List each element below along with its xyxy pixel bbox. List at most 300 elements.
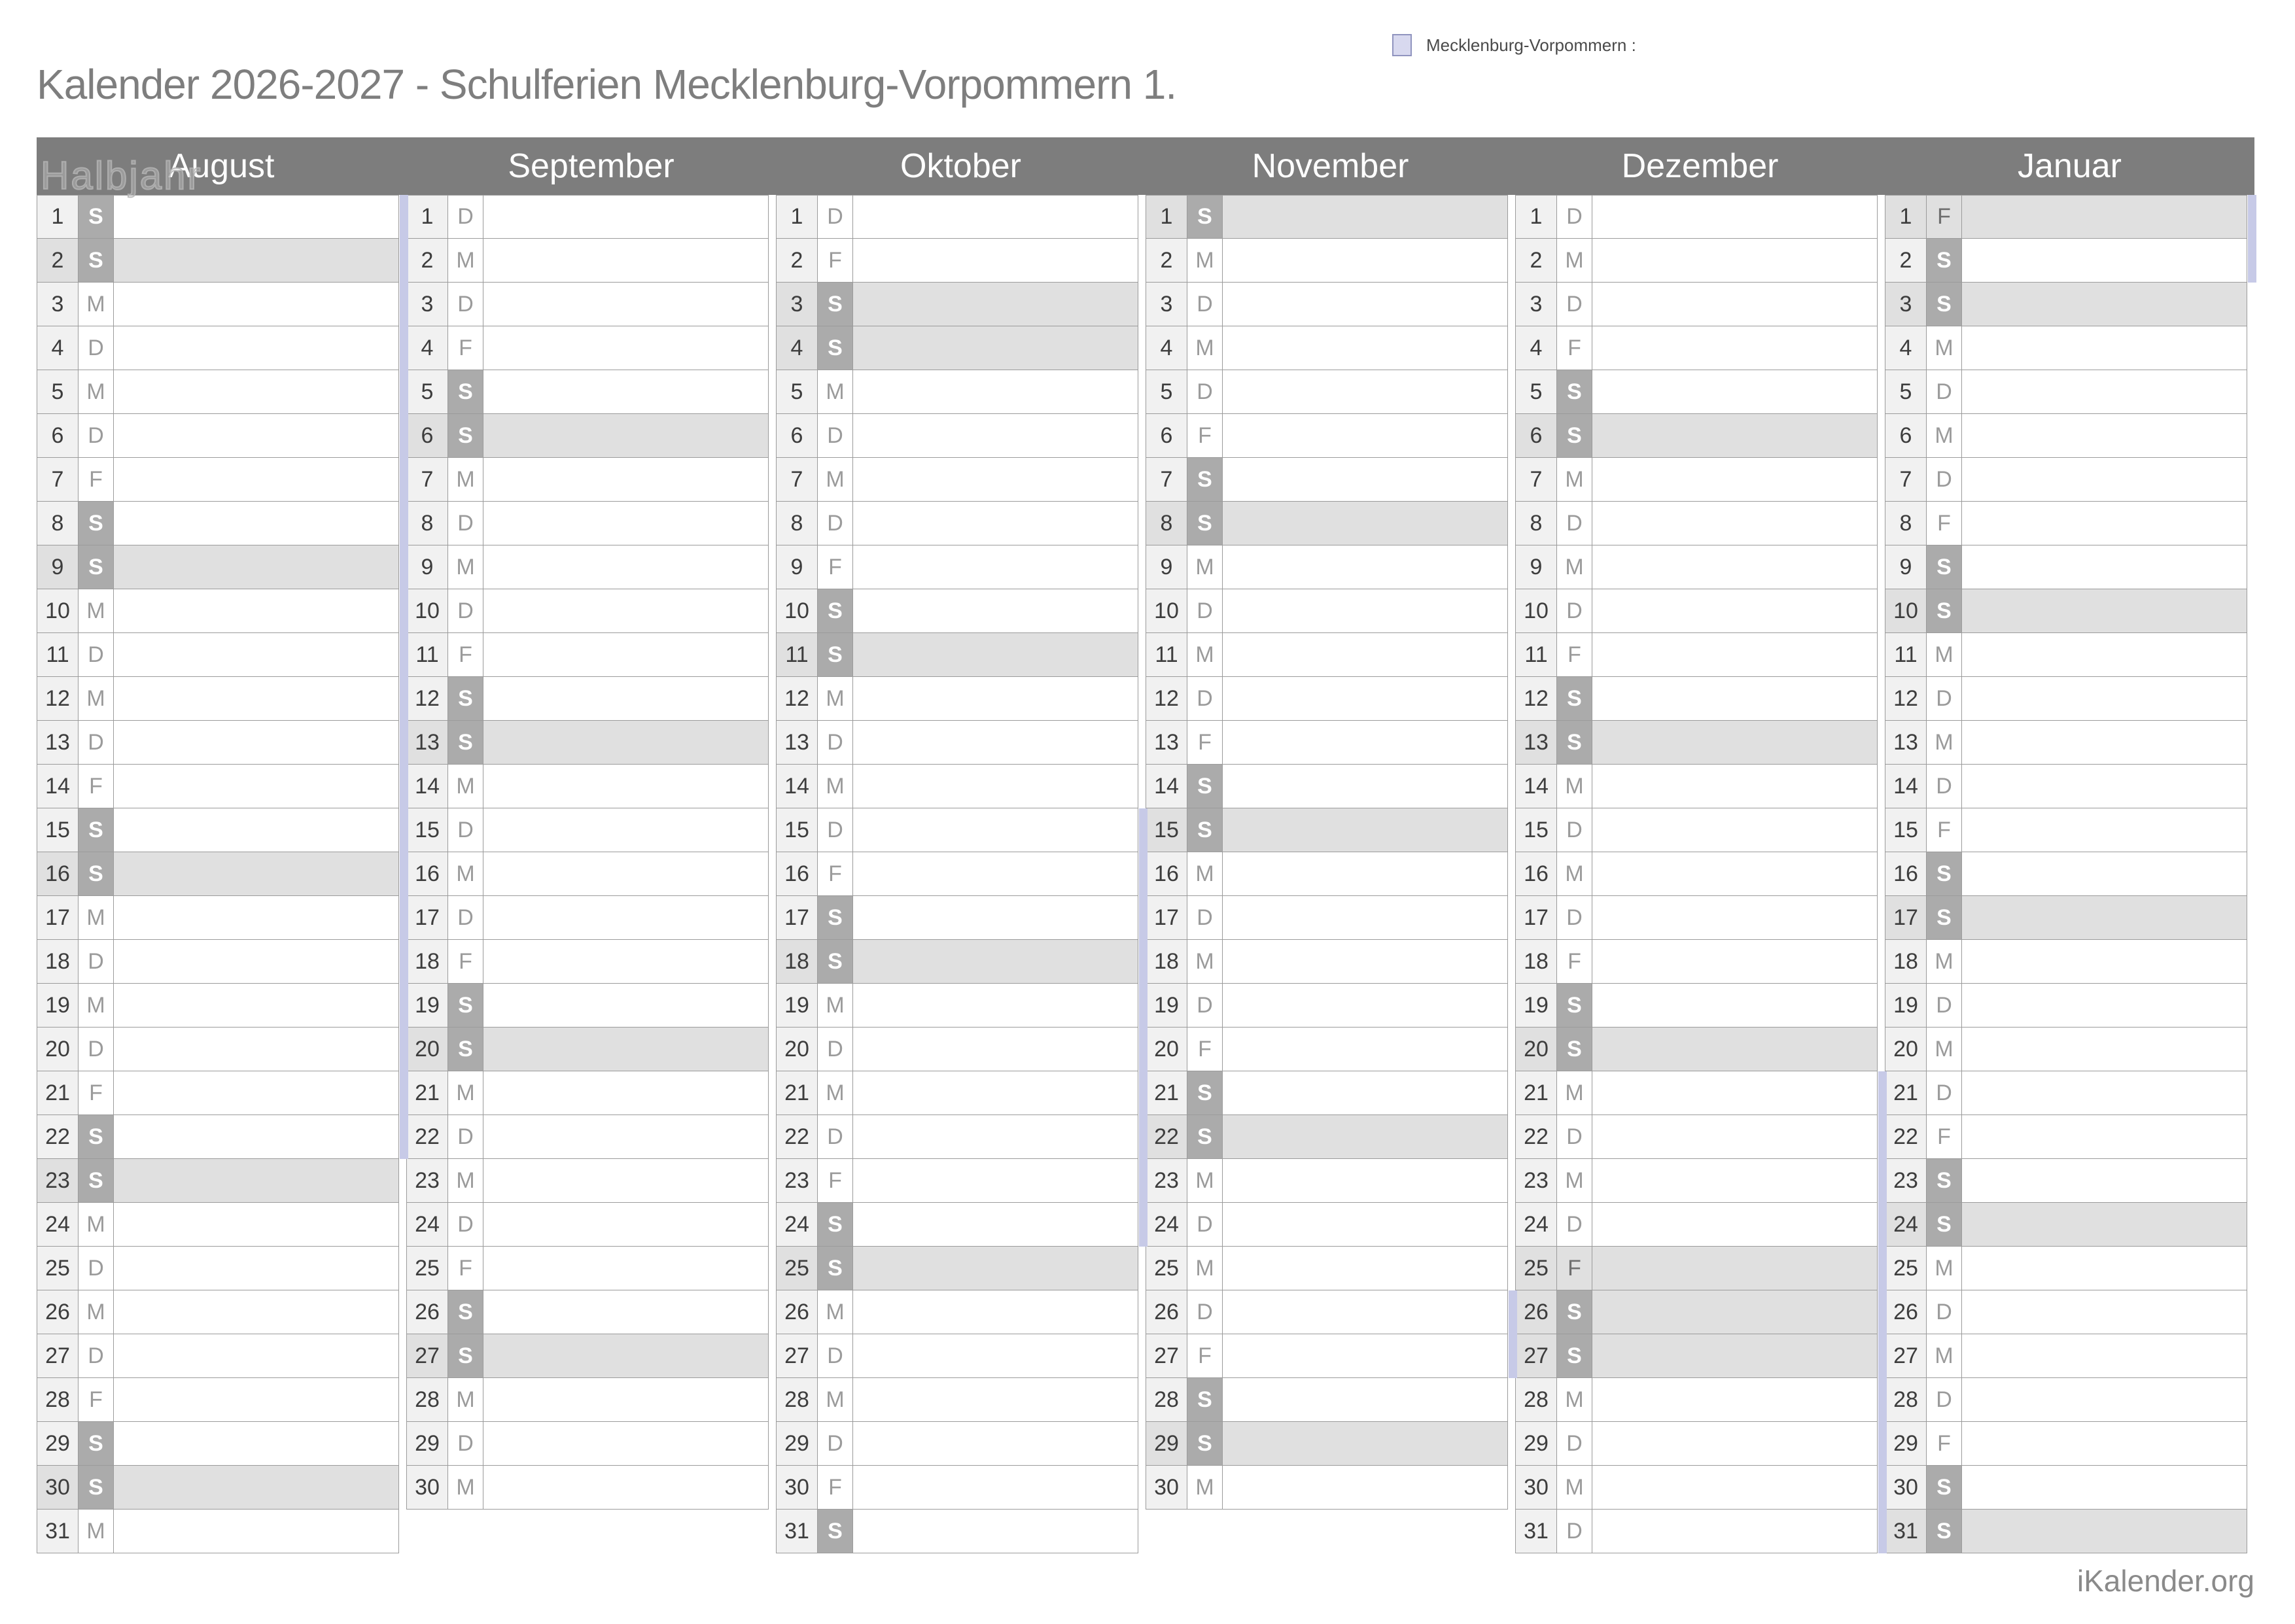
- day-number: 2: [1885, 239, 1927, 283]
- day-number: 31: [1885, 1510, 1927, 1553]
- weekday-letter: F: [1187, 414, 1223, 458]
- weekday-letter: F: [818, 239, 853, 283]
- day-number: 29: [1146, 1422, 1187, 1466]
- weekday-letter: F: [79, 458, 114, 502]
- day-number: 3: [406, 283, 448, 326]
- notes-cell: [1962, 283, 2247, 326]
- notes-cell: [114, 677, 399, 721]
- day-row: [1146, 1378, 1508, 1422]
- day-number: 19: [1515, 984, 1557, 1028]
- day-number: 8: [1515, 502, 1557, 545]
- day-number: 27: [1515, 1334, 1557, 1378]
- notes-cell: [1223, 239, 1508, 283]
- weekday-letter: S: [448, 1028, 483, 1071]
- notes-cell: [1592, 677, 1878, 721]
- day-row: [776, 1510, 1138, 1553]
- weekday-letter: S: [448, 1334, 483, 1378]
- weekday-letter: M: [1187, 1466, 1223, 1510]
- day-row: [1146, 1159, 1508, 1203]
- day-number: 2: [776, 239, 818, 283]
- weekday-letter: M: [448, 1159, 483, 1203]
- footer-brand: iKalender.org: [2076, 1564, 2254, 1598]
- notes-cell: [1962, 1028, 2247, 1071]
- notes-cell: [1223, 940, 1508, 984]
- notes-cell: [1223, 633, 1508, 677]
- day-row: [776, 1422, 1138, 1466]
- weekday-letter: D: [448, 1203, 483, 1247]
- day-number: 10: [1885, 589, 1927, 633]
- day-number: 18: [776, 940, 818, 984]
- notes-cell: [1592, 1071, 1878, 1115]
- day-number: 9: [37, 545, 79, 589]
- notes-cell: [1592, 940, 1878, 984]
- day-number: 24: [1515, 1203, 1557, 1247]
- weekday-letter: M: [79, 1203, 114, 1247]
- day-number: 20: [406, 1028, 448, 1071]
- day-number: 15: [776, 808, 818, 852]
- day-row: [37, 545, 399, 589]
- day-number: 4: [406, 326, 448, 370]
- weekday-letter: D: [1187, 984, 1223, 1028]
- weekday-letter: S: [1187, 458, 1223, 502]
- notes-cell: [1223, 502, 1508, 545]
- notes-cell: [483, 808, 769, 852]
- day-number: 1: [776, 195, 818, 239]
- weekday-letter: D: [1187, 677, 1223, 721]
- notes-cell: [1592, 283, 1878, 326]
- weekday-letter: S: [1557, 984, 1592, 1028]
- ferien-marker-bar: [400, 195, 408, 1159]
- weekday-letter: M: [79, 1290, 114, 1334]
- day-row: [776, 1290, 1138, 1334]
- day-number: 1: [1885, 195, 1927, 239]
- weekday-letter: S: [818, 589, 853, 633]
- day-number: 7: [1885, 458, 1927, 502]
- notes-cell: [1962, 370, 2247, 414]
- day-number: 17: [37, 896, 79, 940]
- weekday-letter: F: [1557, 940, 1592, 984]
- ferien-marker-bar: [1509, 1290, 1517, 1378]
- notes-cell: [483, 984, 769, 1028]
- weekday-letter: D: [1187, 283, 1223, 326]
- weekday-letter: M: [1557, 545, 1592, 589]
- day-row: [1146, 721, 1508, 765]
- weekday-letter: F: [818, 545, 853, 589]
- notes-cell: [1223, 414, 1508, 458]
- day-number: 7: [776, 458, 818, 502]
- legend-color-swatch: [1392, 34, 1412, 56]
- day-row: [1885, 852, 2247, 896]
- day-row: [776, 721, 1138, 765]
- day-number: 7: [1515, 458, 1557, 502]
- page-title: Kalender 2026-2027 - Schulferien Mecklenburg-Vorpommern 1.: [37, 61, 1177, 108]
- day-number: 27: [406, 1334, 448, 1378]
- day-number: 25: [1146, 1247, 1187, 1290]
- notes-cell: [1962, 326, 2247, 370]
- day-number: 20: [1885, 1028, 1927, 1071]
- day-row: [406, 502, 769, 545]
- notes-cell: [483, 1247, 769, 1290]
- weekday-letter: M: [448, 458, 483, 502]
- day-row: [1515, 808, 1878, 852]
- day-number: 7: [37, 458, 79, 502]
- day-number: 24: [776, 1203, 818, 1247]
- weekday-letter: S: [818, 283, 853, 326]
- day-row: [776, 984, 1138, 1028]
- day-row: [37, 721, 399, 765]
- day-number: 20: [1146, 1028, 1187, 1071]
- notes-cell: [853, 1290, 1138, 1334]
- notes-cell: [853, 545, 1138, 589]
- day-number: 29: [37, 1422, 79, 1466]
- day-number: 28: [406, 1378, 448, 1422]
- notes-cell: [114, 1466, 399, 1510]
- legend: [1392, 34, 1636, 56]
- day-row: [1885, 589, 2247, 633]
- weekday-letter: S: [818, 1203, 853, 1247]
- day-row: [776, 765, 1138, 808]
- day-row: [37, 195, 399, 239]
- day-number: 12: [406, 677, 448, 721]
- day-number: 1: [406, 195, 448, 239]
- day-row: [37, 1247, 399, 1290]
- notes-cell: [1962, 1422, 2247, 1466]
- weekday-letter: F: [1927, 808, 1962, 852]
- notes-cell: [1223, 1247, 1508, 1290]
- weekday-letter: S: [1187, 1378, 1223, 1422]
- day-row: [37, 1510, 399, 1553]
- weekday-letter: M: [1927, 633, 1962, 677]
- day-number: 4: [37, 326, 79, 370]
- notes-cell: [1962, 896, 2247, 940]
- day-number: 29: [776, 1422, 818, 1466]
- day-number: 13: [1515, 721, 1557, 765]
- day-row: [1515, 1247, 1878, 1290]
- day-row: [1146, 370, 1508, 414]
- day-number: 21: [776, 1071, 818, 1115]
- weekday-letter: F: [818, 1466, 853, 1510]
- day-number: 5: [37, 370, 79, 414]
- weekday-letter: F: [1927, 1422, 1962, 1466]
- month-day-rows: [37, 195, 399, 1553]
- day-number: 28: [1515, 1378, 1557, 1422]
- notes-cell: [114, 1510, 399, 1553]
- day-number: 11: [1146, 633, 1187, 677]
- day-row: [1515, 940, 1878, 984]
- day-row: [37, 633, 399, 677]
- day-number: 9: [1515, 545, 1557, 589]
- weekday-letter: S: [1187, 765, 1223, 808]
- day-number: 2: [1146, 239, 1187, 283]
- notes-cell: [853, 1159, 1138, 1203]
- notes-cell: [483, 1203, 769, 1247]
- day-row: [37, 326, 399, 370]
- day-number: 22: [776, 1115, 818, 1159]
- notes-cell: [853, 1247, 1138, 1290]
- day-row: [37, 808, 399, 852]
- day-row: [1885, 1422, 2247, 1466]
- day-row: [1146, 283, 1508, 326]
- notes-cell: [114, 721, 399, 765]
- month-header: Oktober: [900, 147, 1021, 185]
- weekday-letter: D: [448, 896, 483, 940]
- day-row: [1515, 370, 1878, 414]
- notes-cell: [1223, 765, 1508, 808]
- weekday-letter: M: [79, 370, 114, 414]
- notes-cell: [483, 677, 769, 721]
- day-number: 14: [776, 765, 818, 808]
- day-row: [406, 414, 769, 458]
- day-number: 11: [37, 633, 79, 677]
- weekday-letter: S: [1187, 808, 1223, 852]
- notes-cell: [1962, 414, 2247, 458]
- notes-cell: [853, 765, 1138, 808]
- day-number: 3: [776, 283, 818, 326]
- notes-cell: [1223, 1422, 1508, 1466]
- day-row: [1885, 1334, 2247, 1378]
- day-number: 23: [406, 1159, 448, 1203]
- notes-cell: [1592, 502, 1878, 545]
- notes-cell: [1223, 1159, 1508, 1203]
- day-number: 11: [1515, 633, 1557, 677]
- weekday-letter: M: [1557, 852, 1592, 896]
- day-row: [1146, 1422, 1508, 1466]
- day-row: [1146, 984, 1508, 1028]
- day-number: 28: [1885, 1378, 1927, 1422]
- day-number: 12: [1885, 677, 1927, 721]
- day-row: [406, 283, 769, 326]
- day-row: [1146, 940, 1508, 984]
- notes-cell: [1962, 195, 2247, 239]
- day-row: [1146, 852, 1508, 896]
- weekday-letter: D: [448, 1115, 483, 1159]
- day-row: [1146, 589, 1508, 633]
- day-number: 10: [1146, 589, 1187, 633]
- weekday-letter: D: [1557, 589, 1592, 633]
- weekday-letter: M: [818, 370, 853, 414]
- day-number: 31: [1515, 1510, 1557, 1553]
- notes-cell: [1223, 370, 1508, 414]
- day-number: 9: [1885, 545, 1927, 589]
- notes-cell: [483, 1028, 769, 1071]
- day-row: [1146, 414, 1508, 458]
- day-row: [37, 458, 399, 502]
- day-row: [1515, 1071, 1878, 1115]
- day-number: 5: [1885, 370, 1927, 414]
- day-row: [37, 370, 399, 414]
- weekday-letter: M: [1557, 1159, 1592, 1203]
- day-number: 20: [776, 1028, 818, 1071]
- day-number: 4: [1515, 326, 1557, 370]
- notes-cell: [853, 458, 1138, 502]
- notes-cell: [1592, 984, 1878, 1028]
- day-number: 16: [776, 852, 818, 896]
- day-row: [1146, 1115, 1508, 1159]
- day-row: [1885, 1247, 2247, 1290]
- day-row: [37, 1378, 399, 1422]
- day-row: [1515, 1028, 1878, 1071]
- day-row: [776, 633, 1138, 677]
- day-row: [37, 283, 399, 326]
- day-row: [776, 1203, 1138, 1247]
- weekday-letter: S: [1927, 1510, 1962, 1553]
- weekday-letter: S: [1557, 370, 1592, 414]
- day-row: [406, 1422, 769, 1466]
- weekday-letter: M: [1927, 940, 1962, 984]
- weekday-letter: S: [818, 896, 853, 940]
- day-row: [1885, 633, 2247, 677]
- day-row: [776, 458, 1138, 502]
- day-row: [1885, 1028, 2247, 1071]
- notes-cell: [853, 502, 1138, 545]
- weekday-letter: D: [1557, 1203, 1592, 1247]
- day-number: 5: [1146, 370, 1187, 414]
- weekday-letter: D: [1927, 1290, 1962, 1334]
- day-number: 4: [1885, 326, 1927, 370]
- weekday-letter: F: [1187, 1334, 1223, 1378]
- day-number: 22: [37, 1115, 79, 1159]
- day-number: 6: [776, 414, 818, 458]
- day-row: [1515, 283, 1878, 326]
- weekday-letter: D: [818, 195, 853, 239]
- day-number: 28: [37, 1378, 79, 1422]
- day-row: [1515, 1159, 1878, 1203]
- weekday-letter: D: [79, 326, 114, 370]
- notes-cell: [1592, 633, 1878, 677]
- day-number: 8: [1146, 502, 1187, 545]
- weekday-letter: M: [448, 852, 483, 896]
- weekday-letter: D: [818, 1028, 853, 1071]
- notes-cell: [1223, 326, 1508, 370]
- weekday-letter: S: [1557, 1334, 1592, 1378]
- day-row: [776, 1378, 1138, 1422]
- day-row: [406, 589, 769, 633]
- notes-cell: [853, 721, 1138, 765]
- day-row: [1885, 1378, 2247, 1422]
- notes-cell: [853, 1466, 1138, 1510]
- weekday-letter: D: [818, 721, 853, 765]
- weekday-letter: D: [1187, 589, 1223, 633]
- weekday-letter: D: [818, 1334, 853, 1378]
- day-row: [776, 1159, 1138, 1203]
- weekday-letter: M: [79, 896, 114, 940]
- day-number: 22: [1146, 1115, 1187, 1159]
- day-number: 19: [776, 984, 818, 1028]
- notes-cell: [1223, 1028, 1508, 1071]
- weekday-letter: D: [448, 808, 483, 852]
- notes-cell: [1223, 1203, 1508, 1247]
- day-number: 25: [1515, 1247, 1557, 1290]
- day-row: [1146, 808, 1508, 852]
- weekday-letter: D: [79, 721, 114, 765]
- weekday-letter: D: [448, 502, 483, 545]
- notes-cell: [114, 1071, 399, 1115]
- day-row: [1885, 195, 2247, 239]
- weekday-letter: F: [1557, 633, 1592, 677]
- notes-cell: [1962, 589, 2247, 633]
- day-number: 29: [1515, 1422, 1557, 1466]
- day-row: [1146, 1247, 1508, 1290]
- weekday-letter: D: [1187, 370, 1223, 414]
- notes-cell: [483, 1290, 769, 1334]
- day-number: 27: [1146, 1334, 1187, 1378]
- day-number: 26: [406, 1290, 448, 1334]
- notes-cell: [1592, 239, 1878, 283]
- month-header: Januar: [2018, 147, 2122, 185]
- day-number: 22: [406, 1115, 448, 1159]
- day-row: [776, 852, 1138, 896]
- notes-cell: [853, 896, 1138, 940]
- weekday-letter: D: [448, 283, 483, 326]
- day-number: 10: [37, 589, 79, 633]
- day-row: [1146, 633, 1508, 677]
- month-day-rows: [406, 195, 769, 1510]
- day-row: [406, 1290, 769, 1334]
- notes-cell: [114, 765, 399, 808]
- day-number: 2: [1515, 239, 1557, 283]
- notes-cell: [114, 1334, 399, 1378]
- weekday-letter: D: [1927, 458, 1962, 502]
- day-number: 28: [776, 1378, 818, 1422]
- day-row: [37, 414, 399, 458]
- day-number: 18: [406, 940, 448, 984]
- day-number: 13: [1885, 721, 1927, 765]
- day-row: [1515, 852, 1878, 896]
- notes-cell: [1592, 1290, 1878, 1334]
- weekday-letter: D: [1557, 808, 1592, 852]
- notes-cell: [483, 502, 769, 545]
- day-number: 10: [406, 589, 448, 633]
- day-number: 22: [1515, 1115, 1557, 1159]
- notes-cell: [1223, 1334, 1508, 1378]
- weekday-letter: M: [448, 1466, 483, 1510]
- weekday-letter: S: [1187, 1071, 1223, 1115]
- weekday-letter: M: [1187, 940, 1223, 984]
- weekday-letter: D: [1557, 1422, 1592, 1466]
- day-number: 16: [1146, 852, 1187, 896]
- day-row: [1515, 1290, 1878, 1334]
- notes-cell: [853, 940, 1138, 984]
- notes-cell: [483, 1422, 769, 1466]
- day-number: 26: [776, 1290, 818, 1334]
- day-row: [1885, 940, 2247, 984]
- day-row: [406, 1115, 769, 1159]
- notes-cell: [114, 1378, 399, 1422]
- day-row: [776, 1115, 1138, 1159]
- day-number: 21: [1146, 1071, 1187, 1115]
- day-row: [406, 940, 769, 984]
- weekday-letter: F: [79, 1378, 114, 1422]
- weekday-letter: M: [79, 984, 114, 1028]
- notes-cell: [1962, 1115, 2247, 1159]
- weekday-letter: M: [818, 984, 853, 1028]
- notes-cell: [853, 1422, 1138, 1466]
- day-number: 6: [1885, 414, 1927, 458]
- day-row: [1515, 765, 1878, 808]
- day-row: [406, 1334, 769, 1378]
- notes-cell: [483, 1071, 769, 1115]
- day-row: [37, 984, 399, 1028]
- weekday-letter: D: [1557, 283, 1592, 326]
- day-row: [1885, 545, 2247, 589]
- weekday-letter: M: [1187, 633, 1223, 677]
- notes-cell: [1592, 852, 1878, 896]
- notes-cell: [483, 852, 769, 896]
- day-row: [37, 896, 399, 940]
- day-row: [1146, 326, 1508, 370]
- notes-cell: [1592, 1115, 1878, 1159]
- weekday-letter: S: [1927, 239, 1962, 283]
